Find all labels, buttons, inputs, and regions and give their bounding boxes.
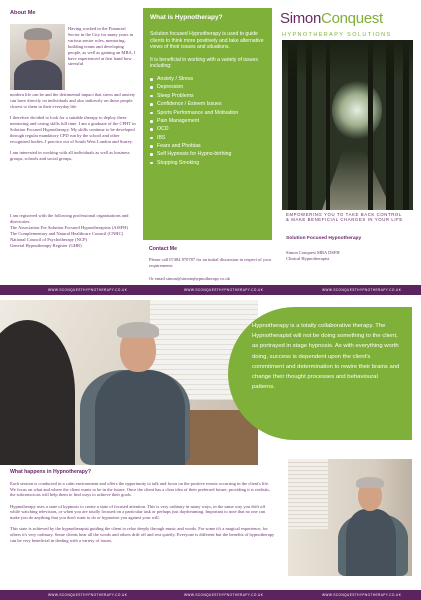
logo-tagline: HYPNOTHERAPY SOLUTIONS — [282, 32, 392, 38]
about-title: About Me — [10, 10, 36, 16]
sfh-title: Solution Focused Hypnotherapy — [286, 236, 362, 241]
what-happens-title: What happens in Hypnotherapy? — [10, 469, 91, 475]
contact-email[interactable]: Or email simon@simonqhypnotherapy.co.uk — [149, 276, 230, 281]
what-is-hypnotherapy-panel — [143, 8, 272, 240]
website-link[interactable]: WWW.SCONQUESTHYPNOTHERAPY.CO.UK — [48, 288, 128, 293]
session-photo — [0, 300, 258, 465]
forest-photo — [282, 40, 413, 210]
tagline-line: & MAKE BENEFICIAL CHANGES IN YOUR LIFE — [286, 217, 403, 223]
registration-line: The Association For Solution Focused Hypnotherapists (AfSFH) — [10, 224, 128, 230]
list-item: Self Hypnosis for Hypno-birthing — [150, 151, 265, 157]
panel-paragraph: It is beneficial in working with a variety of issues including: — [150, 56, 258, 70]
body-paragraph: This state is achieved by the hypnotherapist guiding the client to relax deeply through music and words. For some it's a magical experience, for others it's very ordinary. Some clients hear all the words and others drift off and rest quietly. Everyone is different but the benefits of hypnotherapy can be very beneficial in dealing with a variety of issues. — [10, 526, 275, 543]
list-item: Anxiety / Stress — [150, 76, 265, 82]
panel-paragraph: Solution focused Hypnotherapy is used to guide clients to think more positively and take alternative views of their issues and situations. — [150, 31, 264, 51]
about-paragraph: I therefore decided to look for a suitable therapy to deploy these mentoring and caring skills full time. I am a graduate of the CPHT in Solution Focused Hypnotherapy. My skills continue to be developed through regular mandatory CPD run by the school and other recognised bodies. I practice out of South West London and Surrey. — [10, 115, 136, 144]
logo-wordmark — [280, 10, 383, 27]
brand-logo — [278, 8, 416, 42]
about-paragraph: I am interested in working with all individuals as well as business groups, schools and social groups. — [10, 150, 130, 162]
contact-title: Contact Me — [149, 246, 177, 252]
website-link[interactable]: WWW.SCONQUESTHYPNOTHERAPY.CO.UK — [322, 288, 402, 293]
what-happens-body — [10, 481, 275, 549]
list-item: Depression — [150, 84, 265, 90]
list-item: IBS — [150, 135, 265, 141]
registration-line: The Complementary and Natural Healthcare Council (CNHC) — [10, 230, 124, 236]
body-paragraph: Hypnotherapy uses a state of hypnosis to create a state of focused attention. This is very ordinary in many ways, in the same way you drift off while watching television, or when you are totally focused on a particular task or perhaps just daydreaming. Important to note that no one can make you do anything that you don't want to do or hypnotise you against your will. — [10, 503, 266, 521]
practitioner-name: Simon Conquest MBA DSFH — [286, 250, 340, 255]
tagline-line: EMPOWERING YOU TO TAKE BACK CONTROL — [286, 212, 402, 217]
tagline — [286, 212, 414, 223]
website-link[interactable]: WWW.SCONQUESTHYPNOTHERAPY.CO.UK — [184, 593, 264, 598]
practitioner-role: Clinical Hypnotherapist — [286, 256, 330, 261]
portrait-photo — [10, 24, 65, 90]
website-link[interactable]: WWW.SCONQUESTHYPNOTHERAPY.CO.UK — [322, 593, 402, 598]
list-item: Sports Performance and Motivation — [150, 110, 265, 116]
registration-line: General Hypnotherapy Register (GHR) — [10, 242, 82, 248]
about-intro: Having worked in the Financial Sector in the City for many years in various senior roles, mentoring, building teams and developing people, as well as gaining an MBA, I have experienced at first hand how stressful — [68, 26, 136, 67]
panel-title: What is Hypnotherapy? — [150, 14, 223, 21]
list-item: Fears and Phobias — [150, 143, 265, 149]
therapist-photo — [288, 459, 412, 576]
contact-text: Please call 07484 870787 for an initial discussion in respect of your requirements — [149, 257, 272, 268]
list-item: Stopping Smoking — [150, 160, 265, 166]
logo-name-last: Conquest — [321, 10, 383, 27]
list-item: OCD — [150, 126, 265, 132]
registration-line: National Council of Psychotherapy (NCP) — [10, 236, 88, 242]
about-body — [10, 92, 138, 168]
logo-name-first: Simon — [280, 10, 322, 27]
footer-strip — [0, 590, 421, 600]
about-paragraph: modern life can be and the detrimental impact that stress and anxiety can have directly on individuals and also indirectly on those people closest to them in their everyday life. — [10, 92, 136, 109]
issues-list — [150, 76, 265, 166]
registrations — [10, 213, 138, 248]
website-link[interactable]: WWW.SCONQUESTHYPNOTHERAPY.CO.UK — [184, 288, 264, 293]
list-item: Confidence / Esteem Issues — [150, 101, 265, 107]
footer-strip — [0, 285, 421, 295]
list-item: Pain Management — [150, 118, 265, 124]
list-item: Sleep Problems — [150, 93, 265, 99]
website-link[interactable]: WWW.SCONQUESTHYPNOTHERAPY.CO.UK — [48, 593, 128, 598]
registration-line: I am registered with the following professional organisations and directories: — [10, 213, 129, 224]
collaborative-quote: Hypnotherapy is a totally collaborative therapy. The Hypnotherapist will not be doing something to the client, as portrayed in stage hypnosis. As with everything worth doing, success is dependent upon the client's commitment and determination to rewire their brains and change their thought processes and behavioural patterns. — [228, 307, 412, 440]
body-paragraph: Each session is conducted in a calm environment and offers the opportunity to talk and focus on the positive events occurring in the client's life. We focus on what and where the client wants to be in the future. Once the client has a clear idea of their preferred future, providing it is realistic, the subconscious will help them to find ways to achieve their goals. — [10, 481, 271, 498]
